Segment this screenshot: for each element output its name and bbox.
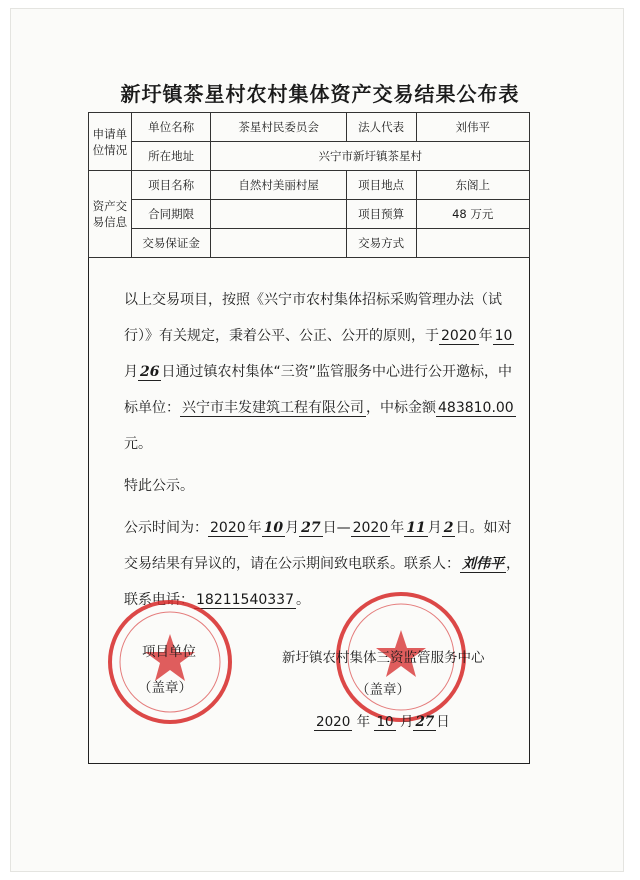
address-label: 所在地址 [131, 142, 211, 171]
contact-person: 刘伟平 [462, 556, 504, 572]
start-day: 27 [301, 520, 321, 536]
deposit-value [211, 229, 346, 258]
deposit-label: 交易保证金 [131, 229, 211, 258]
award-year: 2020 [441, 328, 477, 344]
budget-label: 项目预算 [346, 200, 416, 229]
supervision-center-label: 新圩镇农村集体三资监管服务中心 [282, 650, 485, 666]
info-table [88, 112, 530, 258]
unit-name-value: 茶星村民委员会 [211, 113, 346, 142]
table-row [89, 171, 530, 200]
end-year: 2020 [352, 520, 389, 536]
contact-phone: 18211540337 [196, 592, 294, 608]
award-day: 26 [140, 364, 160, 380]
award-month: 10 [494, 328, 513, 344]
trade-method-label: 交易方式 [346, 229, 416, 258]
budget-value: 48 万元 [416, 200, 530, 229]
paragraph-period: 公示时间为： 2020 年 10 月 27 日— 2020 年 11 月 2 日。如对交易结果有异议的，请在公示期间致电联系。联系人： 刘伟平 ，联系电话： 18211540337 。 [124, 520, 520, 608]
paragraph-notice: 特此公示。 [124, 478, 194, 494]
legal-rep-value: 刘伟平 [416, 113, 530, 142]
address-value: 兴宁市新圩镇茶星村 [211, 142, 530, 171]
announcement-body [96, 282, 524, 618]
table-row [89, 142, 530, 171]
trade-method-value [416, 229, 530, 258]
start-year: 2020 [210, 520, 246, 536]
page-title: 新圩镇茶星村农村集体资产交易结果公布表 [120, 82, 520, 106]
project-location-value: 东阁上 [416, 171, 530, 200]
legal-rep-label: 法人代表 [346, 113, 416, 142]
project-name-label: 项目名称 [131, 171, 211, 200]
end-day: 2 [443, 520, 454, 536]
contract-term-label: 合同期限 [131, 200, 211, 229]
supervision-center-stamp-note: （盖章） [356, 682, 410, 698]
table-row [89, 113, 530, 142]
seal-star-icon [112, 604, 228, 720]
contract-term-value [211, 200, 346, 229]
project-location-label: 项目地点 [346, 171, 416, 200]
table-row [89, 229, 530, 258]
signature-date: 2020 年 10 月 27 日 [316, 714, 450, 730]
project-unit-stamp-note: （盖章） [138, 680, 192, 696]
project-name-value: 自然村美丽村屋 [211, 171, 346, 200]
applicant-group-label: 申请单位情况 [89, 113, 132, 171]
village-committee-seal [108, 600, 232, 724]
winning-amount: 483810.00 [438, 400, 514, 416]
end-month: 11 [406, 520, 426, 536]
project-unit-label: 项目单位 [142, 644, 196, 660]
paragraph-result: 以上交易项目，按照《兴宁市农村集体招标采购管理办法（试行）》有关规定，秉着公平、公正、公开的原则，于 2020 年 10月 26 日通过镇农村集体“三资”监管服务中心进行公开邀标，中标单位： 兴宁市丰发建筑工程有限公司 ，中标金额 483810.00元。 [124, 292, 514, 452]
unit-name-label: 单位名称 [131, 113, 211, 142]
table-row [89, 200, 530, 229]
start-month: 10 [263, 520, 284, 536]
asset-group-label: 资产交易信息 [89, 171, 132, 258]
winning-company: 兴宁市丰发建筑工程有限公司 [182, 400, 364, 416]
